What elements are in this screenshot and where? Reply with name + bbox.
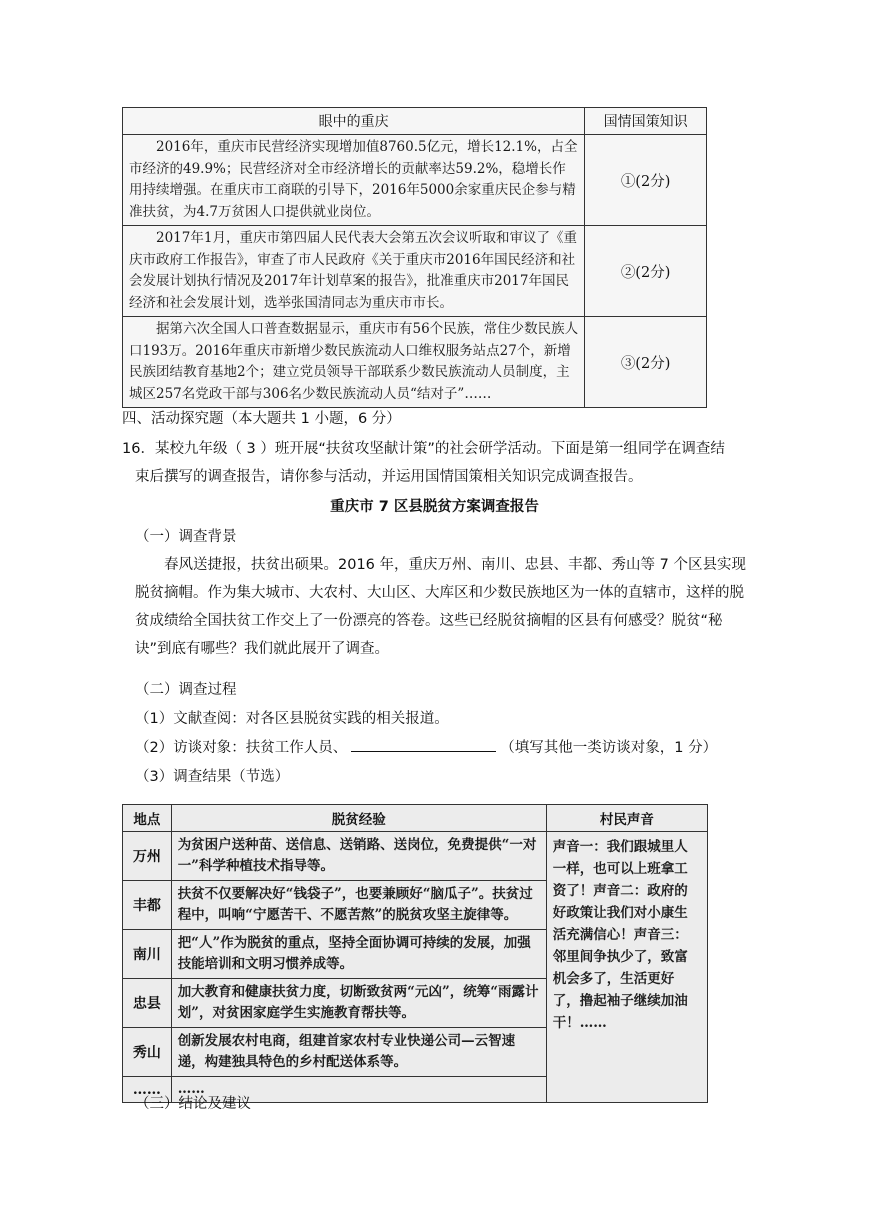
knowledge-table [122,107,707,408]
background-heading: （一）调查背景 [135,529,237,545]
table1-text: 2016年，重庆市民营经济实现增加值8760.5亿元，增长12.1%，占全市经济的49.9%；民营经济对全市经济增长的贡献率达59.2%，稳增长作用持续增强。在重庆市工商联的引导下，2016年5000余家重庆民企参与精准扶贫，为4.7万贫困人口提供就业岗位。 [123,135,585,226]
experience-cell: 创新发展农村电商，组建首家农村专业快递公司—云智速递，构建独具特色的乡村配送体系等。 [171,1028,546,1077]
table1-answer: ②(2分) [585,226,707,317]
experience-cell: 扶贫不仅要解决好“钱袋子”，也要兼顾好“脑瓜子”。扶贫过程中，叫响“宁愿苦干、不愿苦熬”的脱贫攻坚主旋律等。 [171,881,546,930]
place-cell: 南川 [123,930,172,979]
process-item-1: （1）文献查阅：对各区县脱贫实践的相关报道。 [135,711,449,727]
process-item-2-prefix: （2）访谈对象：扶贫工作人员、 [135,740,348,756]
table1-header-knowledge: 国情国策知识 [585,108,707,135]
experience-cell: …… [171,1077,546,1103]
table-row [123,226,707,317]
place-cell: 忠县 [123,979,172,1028]
table-row [123,832,708,881]
question-16-line1: 16．某校九年级（ 3 ）班开展“扶贫攻坚献计策”的社会研学活动。下面是第一组同学在调查结 [122,441,725,457]
villager-voices: 声音一：我们跟城里人一样，也可以上班拿工资了！声音二：政府的好政策让我们对小康生活充满信心！声音三：邻里间争执少了，致富机会多了，生活更好了，撸起袖子继续加油干！…… [546,832,707,1103]
table1-answer: ③(2分) [585,317,707,408]
experience-cell: 为贫困户送种苗、送信息、送销路、送岗位，免费提供“一对一”科学种植技术指导等。 [171,832,546,881]
table-row [123,135,707,226]
conclusion-heading: （三）结论及建议 [135,1096,251,1112]
table-row [123,317,707,408]
process-item-3: （3）调查结果（节选） [135,769,290,785]
place-cell: 秀山 [123,1028,172,1077]
process-heading: （二）调查过程 [135,682,237,698]
results-table [122,804,708,1103]
section4-title: 四、活动探究题（本大题共 1 小题，6 分） [122,411,401,427]
table1-text: 2017年1月，重庆市第四届人民代表大会第五次会议听取和审议了《重庆市政府工作报告》，审查了市人民政府《关于重庆市2016年国民经济和社会发展计划执行情况及2017年计划草案的报告》，批准重庆市2017年国民经济和社会发展计划，选举张国清同志为重庆市市长。 [123,226,585,317]
process-item-2-suffix: （填写其他一类访谈对象，1 分） [500,740,718,756]
process-item-2 [135,736,717,757]
table1-header-chongqing: 眼中的重庆 [123,108,585,135]
place-cell: 万州 [123,832,172,881]
place-cell: 丰都 [123,881,172,930]
table1-answer: ①(2分) [585,135,707,226]
table2-header-voice: 村民声音 [546,805,707,832]
answer-blank[interactable] [351,737,496,752]
background-text: 春风送捷报，扶贫出硕果。2016 年，重庆万州、南川、忠县、丰都、秀山等 7 个区县实现脱贫摘帽。作为集大城市、大农村、大山区、大库区和少数民族地区为一体的直辖市，这样的脱贫成绩给全国扶贫工作交上了一份漂亮的答卷。这些已经脱贫摘帽的区县有何感受？脱贫“秘诀”到底有哪些？我们就此展开了调查。 [135,557,746,657]
table2-header-experience: 脱贫经验 [171,805,546,832]
experience-cell: 加大教育和健康扶贫力度，切断致贫两“元凶”，统筹“雨露计划”，对贫困家庭学生实施教育帮扶等。 [171,979,546,1028]
table2-header-place: 地点 [123,805,172,832]
place-cell: …… [123,1077,172,1103]
table1-text: 据第六次全国人口普查数据显示，重庆市有56个民族，常住少数民族人口193万。2016年重庆市新增少数民族流动人口维权服务站点27个，新增民族团结教育基地2个；建立党员领导干部联系少数民族流动人员制度，主城区257名党政干部与306名少数民族流动人员“结对子”…… [123,317,585,408]
question-16-line2: 束后撰写的调查报告，请你参与活动，并运用国情国策相关知识完成调查报告。 [135,469,643,485]
experience-cell: 把“人”作为脱贫的重点，坚持全面协调可持续的发展，加强技能培训和文明习惯养成等。 [171,930,546,979]
report-title: 重庆市 7 区县脱贫方案调查报告 [330,499,539,515]
